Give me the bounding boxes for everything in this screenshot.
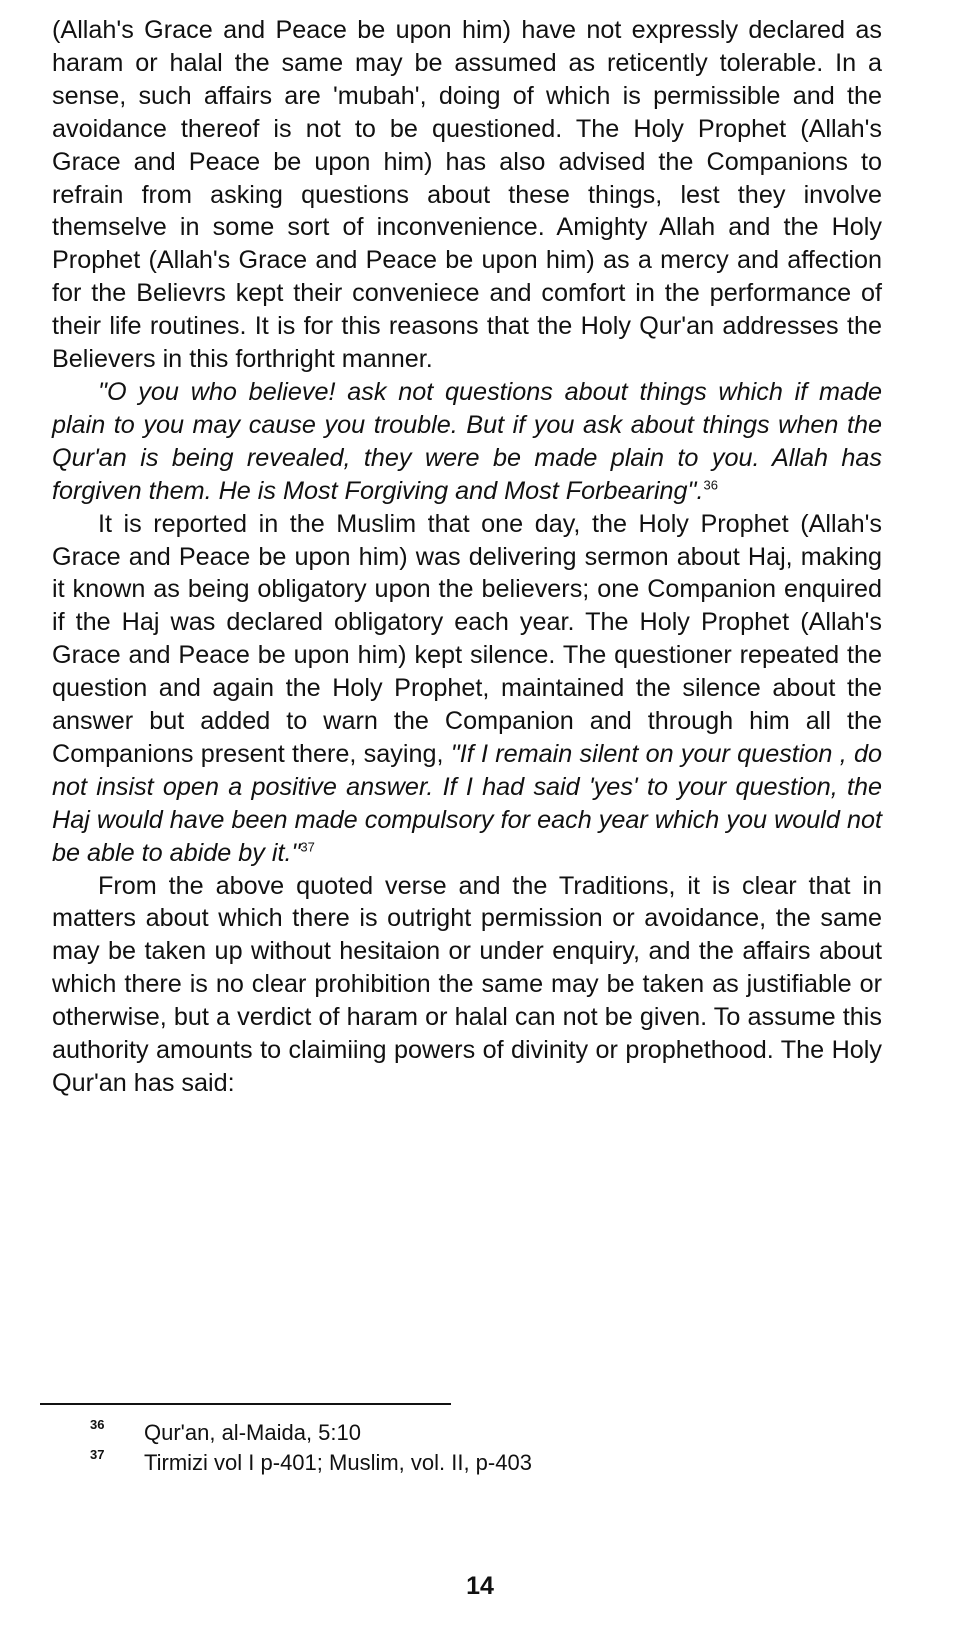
footnote-number: 37 — [90, 1447, 105, 1462]
paragraph-intro: (Allah's Grace and Peace be upon him) have not expressly declared as haram or halal the same may be assumed as reticently tolerable. In a sense, such affairs are 'mubah', doing of which is permissible and the avoidance thereof is not to be questioned. The Holy Prophet (Allah's Grace and Peace be upon him) has also advised the Companions to refrain from asking questions about these things, lest they involve themselve in some sort of inconvenience. Amighty Allah and the Holy Prophet (Allah's Grace and Peace be upon him) as a mercy and affection for the Believrs kept their conveniece and comfort in the performance of their life routines. It is for this reasons that the Holy Qur'an addresses the Believers in this forthright manner. — [52, 16, 882, 374]
footnote-ref-37[interactable]: 37 — [300, 839, 315, 855]
conclusion-paragraph: From the above quoted verse and the Traditions, it is clear that in matters about which there is outright permission or avoidance, the same may be taken up without hesitaion or under enquiry, and the affairs about which there is no clear prohibition the same may be taken as justifiable or otherwise, but a verdict of haram or halal can not be given. To assume this authority amounts to claimiing powers of divinity or prophethood. The Holy Qur'an has said: — [52, 871, 882, 1097]
footnote-36 — [90, 1418, 790, 1448]
footnote-ref-36[interactable]: 36 — [703, 477, 718, 493]
page-number: 14 — [466, 1572, 494, 1600]
footnote-text: Qur'an, al-Maida, 5:10 — [144, 1420, 361, 1445]
footnote-number: 36 — [90, 1417, 105, 1432]
quran-quote-text: "O you who believe! ask not questions about things which if made plain to you may cause you trouble. But if you ask about things when the Qur'an is being revealed, they were be made plain to you. Allah has forgiven them. He is Most Forgiving and Most Forbearing". — [52, 377, 882, 505]
quran-quote-paragraph — [52, 376, 882, 508]
page-body — [52, 14, 882, 1100]
footnotes-section — [90, 1418, 790, 1478]
hadith-quote-text: "If I remain silent on your question , do not insist open a positive answer. If I had said 'yes' to your question, the Haj would have been made compulsory for each year which you would not be able to abide by it." — [52, 739, 882, 867]
hadith-narrative-text: It is reported in the Muslim that one day, the Holy Prophet (Allah's Grace and Peace be upon him) was delivering sermon about Haj, making it known as being obligatory upon the believers; one Companion enquired if the Haj was declared obligatory each year. The Holy Prophet (Allah's Grace and Peace be upon him) kept silence. The questioner repeated the question and again the Holy Prophet, maintained the silence about the answer but added to warn the Companion and through him all the Companions present there, saying, — [52, 509, 882, 768]
footnote-divider — [40, 1403, 451, 1405]
footnote-37 — [90, 1448, 790, 1478]
hadith-paragraph — [52, 508, 882, 870]
footnote-text: Tirmizi vol I p-401; Muslim, vol. II, p-403 — [144, 1450, 532, 1475]
